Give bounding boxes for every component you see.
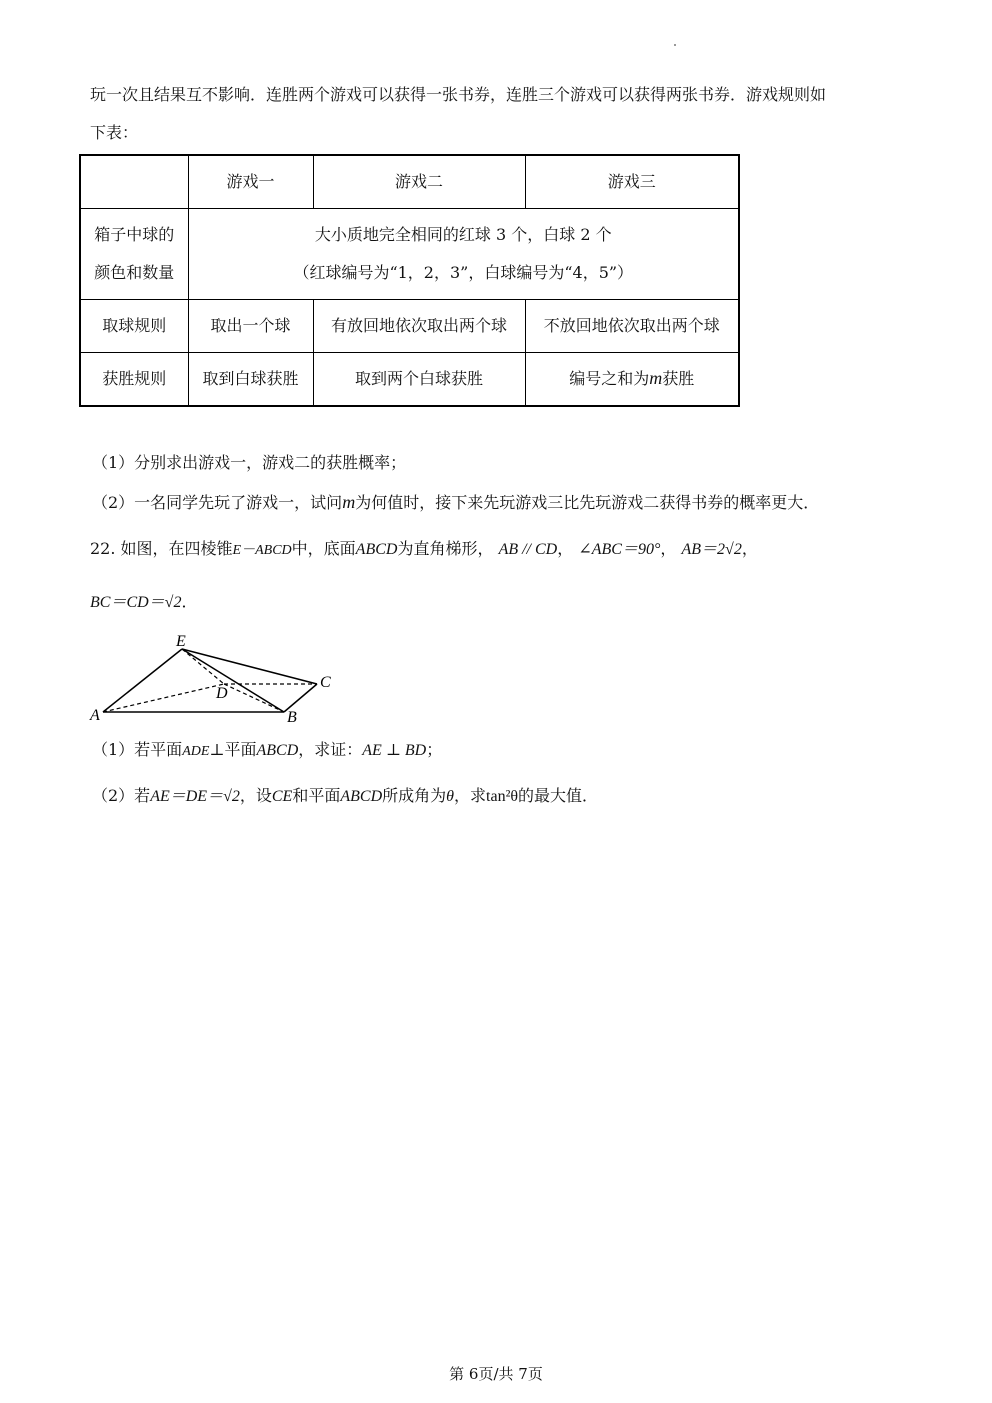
intro-line-2: 下表：: [90, 123, 139, 142]
win-rule-game-3-text-a: 编号之和为: [569, 369, 650, 389]
q22-part-2: [92, 785, 598, 808]
balls-description-line-2: （红球编号为“1，2，3”，白球编号为“4，5”）: [293, 262, 634, 282]
pyramid-figure: [86, 628, 346, 728]
vertex-label-A: A: [90, 707, 100, 724]
q22-number: 22.: [90, 539, 121, 558]
q22-part-2-ce: CE: [271, 788, 293, 805]
edge-AE: [103, 649, 182, 712]
q22-text-1: 如图，在四棱锥: [120, 539, 233, 558]
q22-text-2: 中，底面: [291, 539, 356, 558]
edge-EC: [182, 649, 317, 684]
row-label-balls-line-1: 箱子中球的: [94, 224, 175, 244]
q22-part-2-theta: θ: [446, 788, 454, 805]
draw-rule-game-1: 取出一个球: [188, 299, 313, 352]
balls-description-line-1: 大小质地完全相同的红球 3 个，白球 2 个: [314, 224, 612, 244]
win-rule-game-3-text-b: 获胜: [662, 369, 695, 389]
win-rule-game-1: 取到白球获胜: [188, 352, 313, 406]
q22-part-1-text-b: ⊥平面: [209, 740, 257, 759]
vertex-label-C: C: [320, 674, 331, 691]
draw-rule-game-2: 有放回地依次取出两个球: [313, 299, 525, 352]
row-label-balls: [80, 208, 188, 299]
table-row-draw: [80, 299, 739, 352]
q22-part-1-text-d: ；: [426, 740, 443, 759]
q21-part-2: [92, 491, 819, 514]
speck: [674, 44, 676, 46]
q21-part-2-text-a: （2）一名同学先玩了游戏一，试问: [92, 493, 343, 512]
table-corner-cell: [80, 155, 188, 208]
page-footer: 第 6页/共 7页: [449, 1365, 543, 1383]
q22-pyramid: E－ABCD: [232, 543, 292, 558]
q22-text-3: 为直角梯形，: [397, 539, 494, 558]
table-row-win: [80, 352, 739, 406]
row-label-balls-line-2: 颜色和数量: [94, 262, 175, 282]
q22-text-7: ．: [181, 592, 198, 611]
win-rule-game-2: 取到两个白球获胜: [313, 352, 525, 406]
q22-part-1-text-c: ，求证：: [298, 740, 363, 759]
q22-part-2-abcd: ABCD: [340, 788, 383, 805]
q22-part-1-perp: AE ⊥ BD: [362, 742, 427, 759]
table-header-row: [80, 155, 739, 208]
draw-rule-game-3: 不放回地依次取出两个球: [525, 299, 739, 352]
q22-part-2-text-b: ，设: [239, 786, 272, 805]
header-game-1: 游戏一: [188, 155, 313, 208]
q22-part-2-text-d: 所成角为: [382, 786, 447, 805]
q22-text-4: ，: [557, 539, 574, 558]
edge-DB-hidden: [224, 684, 284, 712]
q22-part-2-text-f: 的最大值．: [518, 786, 599, 805]
q22-parallel: AB // CD: [498, 541, 558, 558]
q21-part-2-text-b: 为何值时，接下来先玩游戏三比先玩游戏二获得书券的概率更大．: [355, 493, 820, 512]
q22-part-2-text-a: （2）若: [92, 786, 151, 805]
edge-BC: [284, 684, 317, 712]
win-rule-game-3: [525, 352, 739, 406]
q22-part-1-text-a: （1）若平面: [92, 740, 183, 759]
vertex-label-D: D: [216, 685, 228, 702]
q22-part-1-abcd: ABCD: [256, 742, 299, 759]
q22-bc-cd-length: BC＝CD＝√2: [90, 594, 182, 611]
q22-angle: ∠ABC＝90°: [578, 541, 661, 558]
q22-base: ABCD: [355, 541, 398, 558]
q21-part-1: （1）分别求出游戏一，游戏二的获胜概率；: [92, 453, 407, 472]
q22-part-2-eq: AE＝DE＝√2: [150, 788, 240, 805]
win-rule-game-3-var: m: [649, 368, 663, 389]
q22-stem-line-2: [90, 591, 197, 614]
row-label-win: 获胜规则: [80, 352, 188, 406]
q22-part-1-ade: ADE: [182, 744, 210, 759]
q22-part-2-tan: tan²θ: [486, 788, 519, 805]
header-game-3: 游戏三: [525, 155, 739, 208]
q22-part-1: [92, 739, 442, 763]
q22-ab-length: AB＝2√2: [681, 541, 742, 558]
q22-stem-line-1: [90, 538, 758, 562]
q22-text-5: ，: [660, 539, 677, 558]
vertex-label-B: B: [287, 709, 297, 726]
row-label-draw: 取球规则: [80, 299, 188, 352]
vertex-label-E: E: [176, 633, 186, 650]
q22-part-2-text-e: ，求: [454, 786, 487, 805]
q22-part-2-text-c: 和平面: [292, 786, 341, 805]
q21-part-2-var: m: [342, 492, 356, 512]
balls-description-cell: [188, 208, 739, 299]
q22-text-6: ，: [741, 539, 758, 558]
intro-line-1: 玩一次且结果互不影响．连胜两个游戏可以获得一张书券，连胜三个游戏可以获得两张书券．游戏规则如: [90, 85, 827, 104]
header-game-2: 游戏二: [313, 155, 525, 208]
edge-EB: [182, 649, 284, 712]
table-row-balls: [80, 208, 739, 299]
game-rules-table: [79, 154, 740, 407]
